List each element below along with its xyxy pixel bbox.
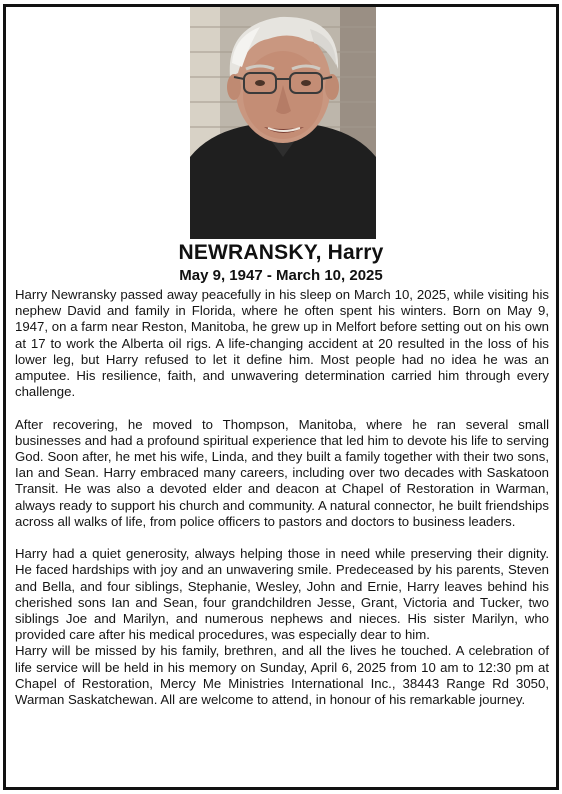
life-dates: May 9, 1947 - March 10, 2025 <box>179 267 383 284</box>
obituary-paragraph: Harry will be missed by his family, brethren, and all the lives he touched. A celebration of life service will be held in his memory on Sunday, April 6, 2025 from 10 am to 12:30 pm at Chapel of Restoration, Mercy Me Ministries International Inc., 38443 Range Rd 3050, Warman Saskatchewan. All are welcome to attend, in honour of his remarkable journey. <box>15 643 549 708</box>
obituary-frame <box>3 4 559 790</box>
obituary-body <box>15 287 549 708</box>
portrait-photo <box>190 7 376 239</box>
obituary-paragraph: After recovering, he moved to Thompson, Manitoba, where he ran several small businesses and had a profound spiritual experience that led him to devote his life to serving God. Soon after, he met his wife, Linda, and they built a family together with their two sons, Ian and Sean. Harry embraced many careers, including over two decades with Saskatoon Transit. He was also a devoted elder and deacon at Chapel of Restoration in Warman, always ready to support his church and community. A natural connector, he built friendships across all walks of life, from police officers to pastors and doctors to business leaders. <box>15 416 549 529</box>
obituary-paragraph: Harry had a quiet generosity, always helping those in need while preserving their dignity. He faced hardships with joy and an unwavering smile. Predeceased by his parents, Steven and Bella, and four siblings, Stephanie, Wesley, John and Ernie, Harry leaves behind his cherished sons Ian and Sean, four grandchildren Jesse, Grant, Victoria and Tucker, two siblings Joe and Marilyn, and numerous nephews and nieces. His sister Marilyn, who provided care after his medical procedures, was especially dear to him. <box>15 546 549 643</box>
obituary-paragraph: Harry Newransky passed away peacefully in his sleep on March 10, 2025, while visiting his nephew David and family in Florida, where he often spent his winters. Born on May 9, 1947, on a farm near Reston, Manitoba, he grew up in Melfort before setting out on his own at 17 to work the Alberta oil rigs. A life-changing accident at 20 resulted in the loss of his lower leg, but Harry refused to let it define him. Most people had no idea he was an amputee. His resilience, faith, and unwavering determination carried him through every challenge. <box>15 287 549 400</box>
deceased-name: NEWRANSKY, Harry <box>178 241 384 264</box>
